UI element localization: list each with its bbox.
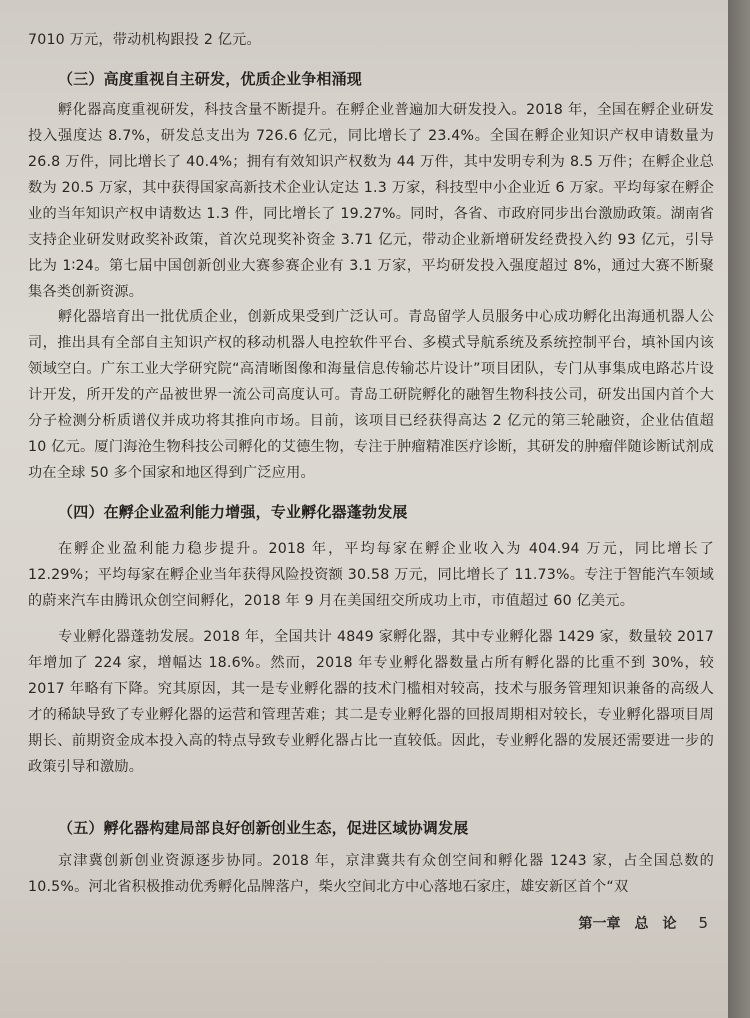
section-4-paragraph-2: 专业孵化器蓬勃发展。2018 年，全国共计 4849 家孵化器，其中专业孵化器 1429 家，数量较 2017 年增加了 224 家，增幅达 18.6%。然而，2018 年专业孵化器数量占所有孵化器的比重不到 30%，较 2017 年略有下降。究其原因，其一是专业孵化器的技术门槛相对较高，技术与服务管理知识兼备的高级人才的稀缺导致了专业孵化器的运营和管理苦难；其二是专业孵化器的回报周期相对较长，专业孵化器项目周期长、前期资金成本投入高的特点导致专业孵化器占比一直较低。因此，专业孵化器的发展还需要进一步的政策引导和激励。 bbox=[28, 629, 714, 775]
section-heading-3: （三）高度重视自主研发，优质企业争相涌现 bbox=[58, 70, 363, 88]
section-heading-5: （五）孵化器构建局部良好创新创业生态，促进区域协调发展 bbox=[58, 819, 469, 837]
continued-line: 7010 万元，带动机构跟投 2 亿元。 bbox=[28, 32, 261, 48]
page-footer bbox=[578, 913, 708, 933]
page-number: 5 bbox=[698, 914, 708, 932]
section-5-paragraph-1: 京津冀创新创业资源逐步协同。2018 年，京津冀共有众创空间和孵化器 1243 家，占全国总数的 10.5%。河北省积极推动优秀孵化品牌落户，柴火空间北方中心落地石家庄，雄安新区首个“双 bbox=[28, 853, 714, 895]
page-edge-shadow bbox=[728, 0, 750, 1018]
section-3-paragraph-1: 孵化器高度重视研发，科技含量不断提升。在孵企业普遍加大研发投入。2018 年，全国在孵企业研发投入强度达 8.7%，研发总支出为 726.6 亿元，同比增长了 23.4%。全国在孵企业知识产权申请数量为 26.8 万件，同比增长了 40.4%；拥有有效知识产权数为 44 万件，其中发明专利为 8.5 万件；在孵企业总数为 20.5 万家，其中获得国家高新技术企业认定达 1.3 万家，科技型中小企业近 6 万家。平均每家在孵企业的当年知识产权申请数达 1.3 件，同比增长了 19.27%。同时，各省、市政府同步出台激励政策。湖南省支持企业研发财政奖补政策，首次兑现奖补资金 3.71 亿元，带动企业新增研发经费投入约 93 亿元，引导比为 1∶24。第七届中国创新创业大赛参赛企业有 3.1 万家，平均研发投入强度超过 8%，通过大赛不断聚集各类创新资源。 bbox=[28, 102, 714, 300]
section-4-paragraph-1: 在孵企业盈利能力稳步提升。2018 年，平均每家在孵企业收入为 404.94 万元，同比增长了 12.29%；平均每家在孵企业当年获得风险投资额 30.58 万元，同比增长了 11.73%。专注于智能汽车领域的蔚来汽车由腾讯众创空间孵化，2018 年 9 月在美国纽交所成功上市，市值超过 60 亿美元。 bbox=[28, 541, 714, 609]
section-heading-4: （四）在孵企业盈利能力增强，专业孵化器蓬勃发展 bbox=[58, 503, 408, 521]
chapter-title: 第一章 总 论 bbox=[578, 916, 677, 932]
section-3-paragraph-2: 孵化器培育出一批优质企业，创新成果受到广泛认可。青岛留学人员服务中心成功孵化出海通机器人公司，推出具有全部自主知识产权的移动机器人电控软件平台、多模式导航系统及系统控制平台，填补国内该领域空白。广东工业大学研究院“高清晰图像和海量信息传输芯片设计”项目团队，专门从事集成电路芯片设计开发，所开发的产品被世界一流公司高度认可。青岛工研院孵化的融智生物科技公司，研发出国内首个大分子检测分析质谱仪并成功将其推向市场。目前，该项目已经获得高达 2 亿元的第三轮融资，企业估值超 10 亿元。厦门海沧生物科技公司孵化的艾德生物，专注于肿瘤精准医疗诊断，其研发的肿瘤伴随诊断试剂成功在全球 50 多个国家和地区得到广泛应用。 bbox=[28, 309, 714, 481]
